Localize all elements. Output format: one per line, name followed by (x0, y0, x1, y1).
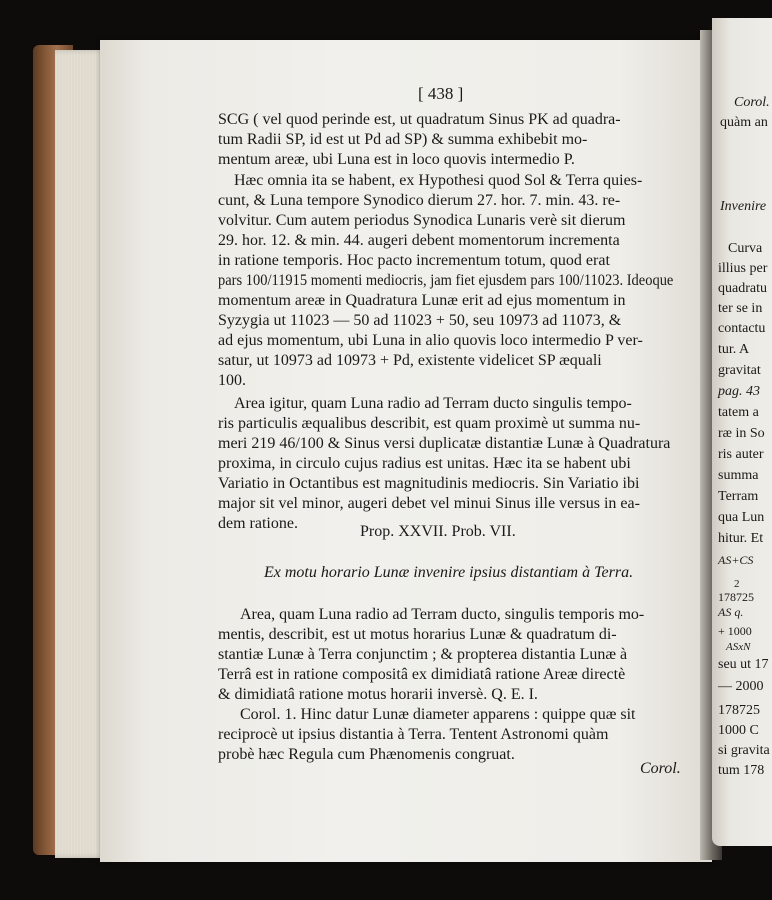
right-fragment: tur. A (718, 342, 750, 357)
right-fragment: hitur. Et (718, 531, 764, 546)
proposition-heading: Prop. XXVII. Prob. VII. (360, 523, 516, 540)
text-line: mentis, describit, est ut motus horarius Lunæ & quadratum di- (218, 626, 617, 643)
right-fragment: 1000 C (718, 723, 759, 738)
text-line: SCG ( vel quod perinde est, ut quadratum Sinus PK ad quadra- (218, 111, 621, 128)
right-fragment: quàm an (720, 115, 768, 130)
right-fragment: 178725 (718, 590, 754, 604)
text-line: mentum areæ, ubi Luna est in loco quovis intermedio P. (218, 151, 575, 168)
text-line: & dimidiatâ ratione motus horarii inversè. Q. E. I. (218, 686, 538, 703)
text-line: Terrâ est in ratione compositâ ex dimidiatâ ratione Areæ directè (218, 666, 626, 683)
right-fragment: tatem a (718, 405, 759, 420)
text-line: momentum areæ in Quadratura Lunæ erit ad ejus momentum in (218, 292, 626, 309)
right-fragment: AS+CS (718, 553, 754, 567)
text-line: major sit vel minor, augeri debet vel minui Sinus ille versus in ea- (218, 495, 640, 512)
right-fragment: Corol. (734, 95, 770, 110)
right-fragment: ræ in So (718, 426, 765, 441)
right-fragment: pag. 43 (718, 384, 760, 399)
right-fragment: contactu (718, 321, 766, 336)
right-fragment: summa (718, 468, 759, 483)
right-fragment: tum 178 (718, 763, 765, 778)
right-fragment: Curva (728, 241, 763, 256)
text-line: dem ratione. (218, 515, 298, 532)
text-line: in ratione temporis. Hoc pacto incrementum totum, quod erat (218, 252, 610, 269)
right-fragment: 178725 (718, 703, 760, 718)
right-fragment: Terram (718, 489, 759, 504)
right-fragment: AS q. (718, 605, 744, 619)
text-line: Syzygia ut 11023 — 50 ad 11023 + 50, seu 10973 ad 11073, & (218, 312, 622, 329)
right-fragment: ter se in (718, 301, 763, 316)
right-fragment: ASxN (726, 641, 751, 653)
right-fragment: Invenire (720, 199, 767, 214)
text-line: pars 100/11915 momenti mediocris, jam fiet ejusdem pars 100/11023. Ideoque (218, 272, 674, 289)
right-fragment: illius per (718, 261, 768, 276)
right-fragment: si gravita (718, 743, 770, 758)
text-line: volvitur. Cum autem periodus Synodica Lunaris verè sit dierum (218, 212, 626, 229)
text-line: 100. (218, 372, 246, 389)
right-fragment: gravitat (718, 363, 761, 378)
right-fragment: ris auter (718, 447, 764, 462)
text-line: Corol. 1. Hinc datur Lunæ diameter apparens : quippe quæ sit (240, 706, 636, 723)
text-line: proxima, in circulo cujus radius est unitas. Hæc ita se habent ubi (218, 455, 631, 472)
right-fragment: 2 (734, 578, 740, 590)
right-fragment: — 2000 (718, 679, 764, 694)
catchword: Corol. (640, 760, 681, 777)
text-line: Area, quam Luna radio ad Terram ducto, singulis temporis mo- (240, 606, 645, 623)
text-line: ad ejus momentum, ubi Luna in alio quovis loco intermedio P ver- (218, 332, 643, 349)
right-fragment: quadratu (718, 281, 767, 296)
right-fragment: seu ut 17 (718, 657, 769, 672)
text-line: meri 219 46/100 & Sinus versi duplicatæ distantiæ Lunæ à Quadratura (218, 435, 671, 452)
text-line: reciprocè ut ipsius distantia à Terra. Tentent Astronomi quàm (218, 726, 609, 743)
page-number: [ 438 ] (418, 84, 464, 103)
right-fragment: + 1000 (718, 624, 752, 638)
text-line: probè hæc Regula cum Phænomenis congruat. (218, 746, 515, 763)
text-line: Area igitur, quam Luna radio ad Terram ducto singulis tempo- (234, 395, 632, 412)
proposition-statement: Ex motu horario Lunæ invenire ipsius distantiam à Terra. (264, 564, 634, 581)
text-line: cunt, & Luna tempore Synodico dierum 27. hor. 7. min. 43. re- (218, 192, 621, 209)
text-line: Hæc omnia ita se habent, ex Hypothesi quod Sol & Terra quies- (234, 172, 643, 189)
text-line: stantiæ Lunæ à Terra conjunctim ; & propterea distantia Lunæ à (218, 646, 628, 663)
text-line: satur, ut 10973 ad 10973 + Pd, existente videlicet SP æquali (218, 352, 602, 369)
right-fragment: qua Lun (718, 510, 765, 525)
text-line: 29. hor. 12. & min. 44. augeri debent momentorum incrementa (218, 232, 620, 249)
text-line: tum Radii SP, id est ut Pd ad SP) & summa exhibebit mo- (218, 131, 588, 148)
text-line: ris particulis æqualibus describit, est quam proximè ut summa nu- (218, 415, 641, 432)
text-line: Variatio in Octantibus est magnitudinis mediocris. Sin Variatio ibi (218, 475, 640, 492)
